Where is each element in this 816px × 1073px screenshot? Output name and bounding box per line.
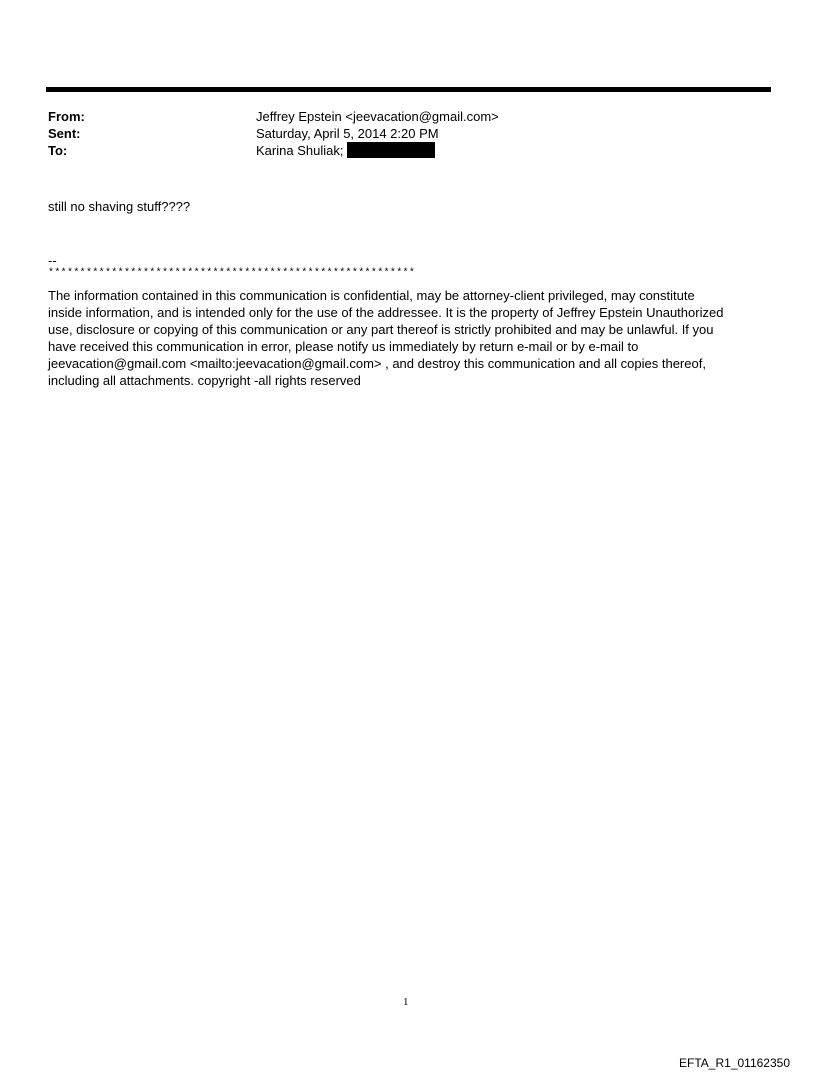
document-id: EFTA_R1_01162350 xyxy=(679,1056,790,1070)
redaction-box xyxy=(347,142,435,158)
sent-row xyxy=(48,125,768,142)
disclaimer-line: including all attachments. copyright -all rights reserved xyxy=(48,373,361,388)
signature-separator: -- xyxy=(48,253,57,268)
page-number: 1 xyxy=(403,996,409,1008)
confidentiality-disclaimer xyxy=(48,287,723,389)
from-label: From: xyxy=(48,109,85,124)
header-divider xyxy=(46,87,771,92)
disclaimer-line: jeevacation@gmail.com <mailto:jeevacation@gmail.com> , and destroy this communication and all copies thereof, xyxy=(48,356,706,371)
to-label: To: xyxy=(48,143,68,158)
to-value: Karina Shuliak; xyxy=(256,143,344,158)
disclaimer-line: have received this communication in error, please notify us immediately by return e-mail or by e-mail to xyxy=(48,339,639,354)
email-header xyxy=(48,108,768,159)
sent-label: Sent: xyxy=(48,126,81,141)
from-value: Jeffrey Epstein <jeevacation@gmail.com> xyxy=(256,109,499,124)
to-row xyxy=(48,142,768,159)
disclaimer-line: use, disclosure or copying of this communication or any part thereof is strictly prohibited and may be unlawful. If you xyxy=(48,322,714,337)
sent-value: Saturday, April 5, 2014 2:20 PM xyxy=(256,126,439,141)
to-value-group xyxy=(256,142,435,159)
email-body-message: still no shaving stuff???? xyxy=(48,199,191,214)
from-row xyxy=(48,108,768,125)
signature-stars-line: ********************************************************** xyxy=(48,268,416,279)
disclaimer-line: inside information, and is intended only for the use of the addressee. It is the property of Jeffrey Epstein Unauthorized xyxy=(48,305,724,320)
disclaimer-line: The information contained in this communication is confidential, may be attorney-client privileged, may constitute xyxy=(48,288,695,303)
